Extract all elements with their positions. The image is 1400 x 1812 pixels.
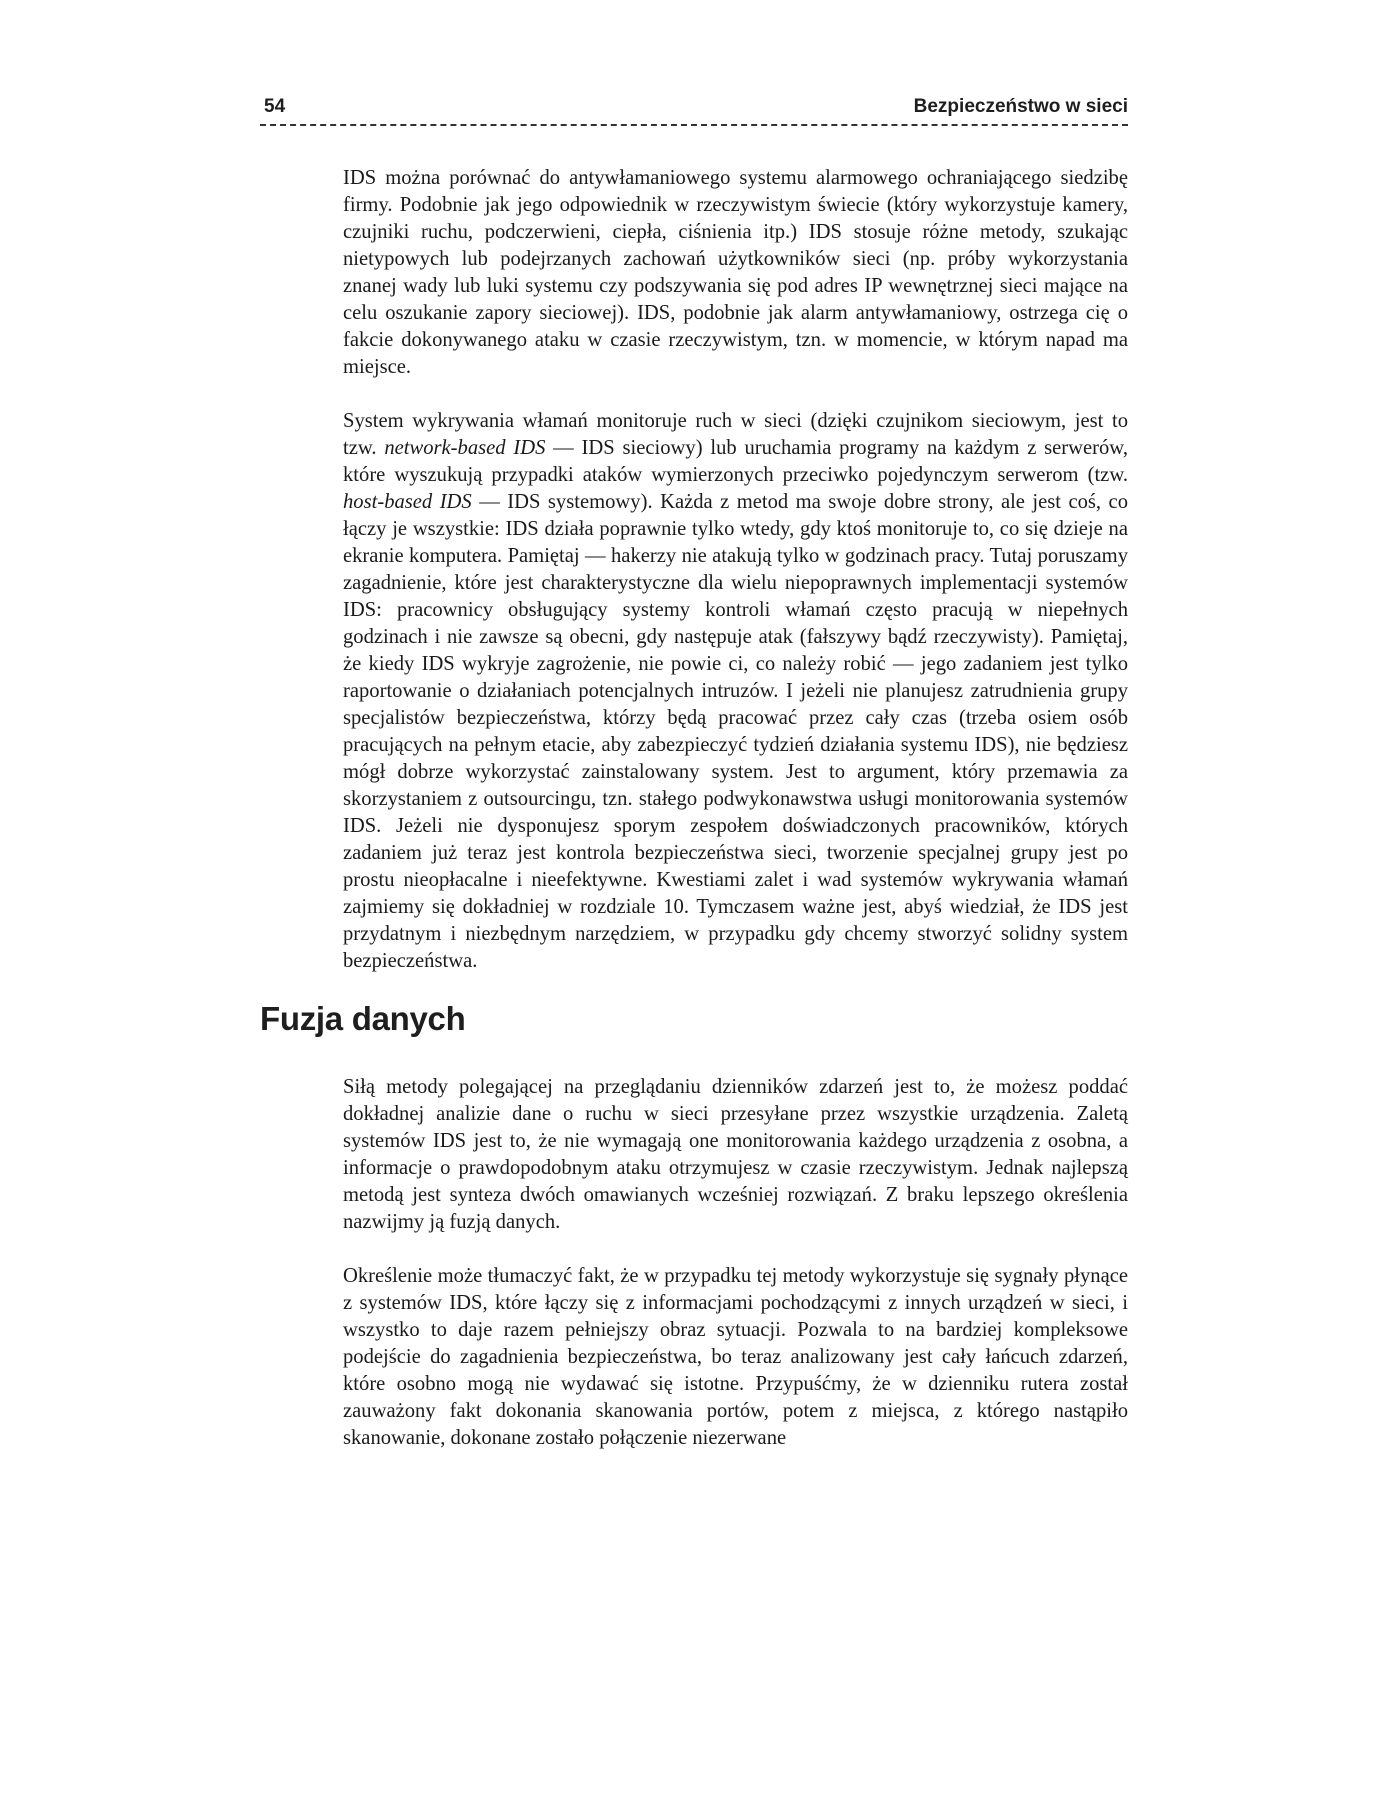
text-run: — IDS sieciowy) lub uruchamia programy na każdym z serwerów, które wyszukują przypadki ataków wymierzonych przeciwko pojedynczym serwerom (tzw.	[343, 437, 1128, 486]
section-fuzja-danych	[343, 1074, 1128, 1452]
italic-term: host-based IDS	[343, 491, 472, 513]
text-run: Określenie może tłumaczyć fakt, że w przypadku tej metody wykorzystuje się sygnały płynące z systemów IDS, które łączy się z informacjami pochodzącymi z innych urządzeń w sieci, i wszystko to daje razem pełniejszy obraz sytuacji. Pozwala to na bardziej kompleksowe podejście do zagadnienia bezpieczeństwa, bo teraz analizowany jest cały łańcuch zdarzeń, które osobno mogą nie wydawać się istotne. Przypuśćmy, że w dzienniku rutera został zauważony fakt dokonania skanowania portów, potem z miejsca, z którego nastąpiło skanowanie, dokonane zostało połączenie niezerwane	[343, 1265, 1128, 1449]
paragraph	[343, 1074, 1128, 1236]
text-run: IDS można porównać do antywłamaniowego systemu alarmowego ochraniającego siedzibę firmy. Podobnie jak jego odpowiednik w rzeczywistym świecie (który wykorzystuje kamery, czujniki ruchu, podczerwieni, ciepła, ciśnienia itp.) IDS stosuje różne metody, szukając nietypowych lub podejrzanych zachowań użytkowników sieci (np. próby wykorzystania znanej wady lub luki systemu czy podszywania się pod adres IP wewnętrznej sieci mające na celu oszukanie zapory sieciowej). IDS, podobnie jak alarm antywłamaniowy, ostrzega cię o fakcie dokonywanego ataku w czasie rzeczywistym, tzn. w momencie, w którym napad ma miejsce.	[343, 167, 1128, 378]
italic-term: network-based IDS	[384, 437, 546, 459]
running-header	[260, 96, 1128, 124]
text-run: Siłą metody polegającej na przeglądaniu dzienników zdarzeń jest to, że możesz poddać dokładnej analizie dane o ruchu w sieci przesyłane przez wszystkie urządzenia. Zaletą systemów IDS jest to, że nie wymagają one monitorowania każdego urządzenia z osobna, a informacje o prawdopodobnym ataku otrzymujesz w czasie rzeczywistym. Jednak najlepszą metodą jest synteza dwóch omawianych wcześniej rozwiązań. Z braku lepszego określenia nazwijmy ją fuzją danych.	[343, 1076, 1128, 1233]
section-heading: Fuzja danych	[260, 1000, 466, 1037]
section-intro	[343, 165, 1128, 975]
text-run: — IDS systemowy). Każda z metod ma swoje dobre strony, ale jest coś, co łączy je wszystkie: IDS działa poprawnie tylko wtedy, gdy ktoś monitoruje to, co się dzieje na ekranie komputera. Pamiętaj — hakerzy nie atakują tylko w godzinach pracy. Tutaj poruszamy zagadnienie, które jest charakterystyczne dla wielu niepoprawnych implementacji systemów IDS: pracownicy obsługujący systemy kontroli włamań często pracują w niepełnych godzinach i nie zawsze są obecni, gdy następuje atak (fałszywy bądź rzeczywisty). Pamiętaj, że kiedy IDS wykryje zagrożenie, nie powie ci, co należy robić — jego zadaniem jest tylko raportowanie o działaniach potencjalnych intruzów. I jeżeli nie planujesz zatrudnienia grupy specjalistów bezpieczeństwa, którzy będą pracować przez cały czas (trzeba osiem osób pracujących na pełnym etacie, aby zabezpieczyć tydzień działania systemu IDS), nie będziesz mógł dobrze wykorzystać zainstalowany system. Jest to argument, który przemawia za skorzystaniem z outsourcingu, tzn. stałego podwykonawstwa usługi monitorowania systemów IDS. Jeżeli nie dysponujesz sporym zespołem doświadczonych pracowników, których zadaniem już teraz jest kontrola bezpieczeństwa sieci, tworzenie specjalnej grupy jest po prostu nieopłacalne i nieefektywne. Kwestiami zalet i wad systemów wykrywania włamań zajmiemy się dokładniej w rozdziale 10. Tymczasem ważne jest, abyś wiedział, że IDS jest przydatnym i niezbędnym narzędziem, w przypadku gdy chcemy stworzyć solidny system bezpieczeństwa.	[343, 491, 1128, 972]
text-run: System wykrywania włamań monitoruje ruch w sieci (dzięki czujnikom sieciowym, jest to tzw.	[343, 410, 1128, 459]
paragraph	[343, 165, 1128, 381]
paragraph	[343, 1263, 1128, 1452]
header-rule	[260, 124, 1128, 126]
page-number: 54	[264, 96, 286, 117]
running-title: Bezpieczeństwo w sieci	[913, 96, 1128, 117]
paragraph	[343, 408, 1128, 975]
